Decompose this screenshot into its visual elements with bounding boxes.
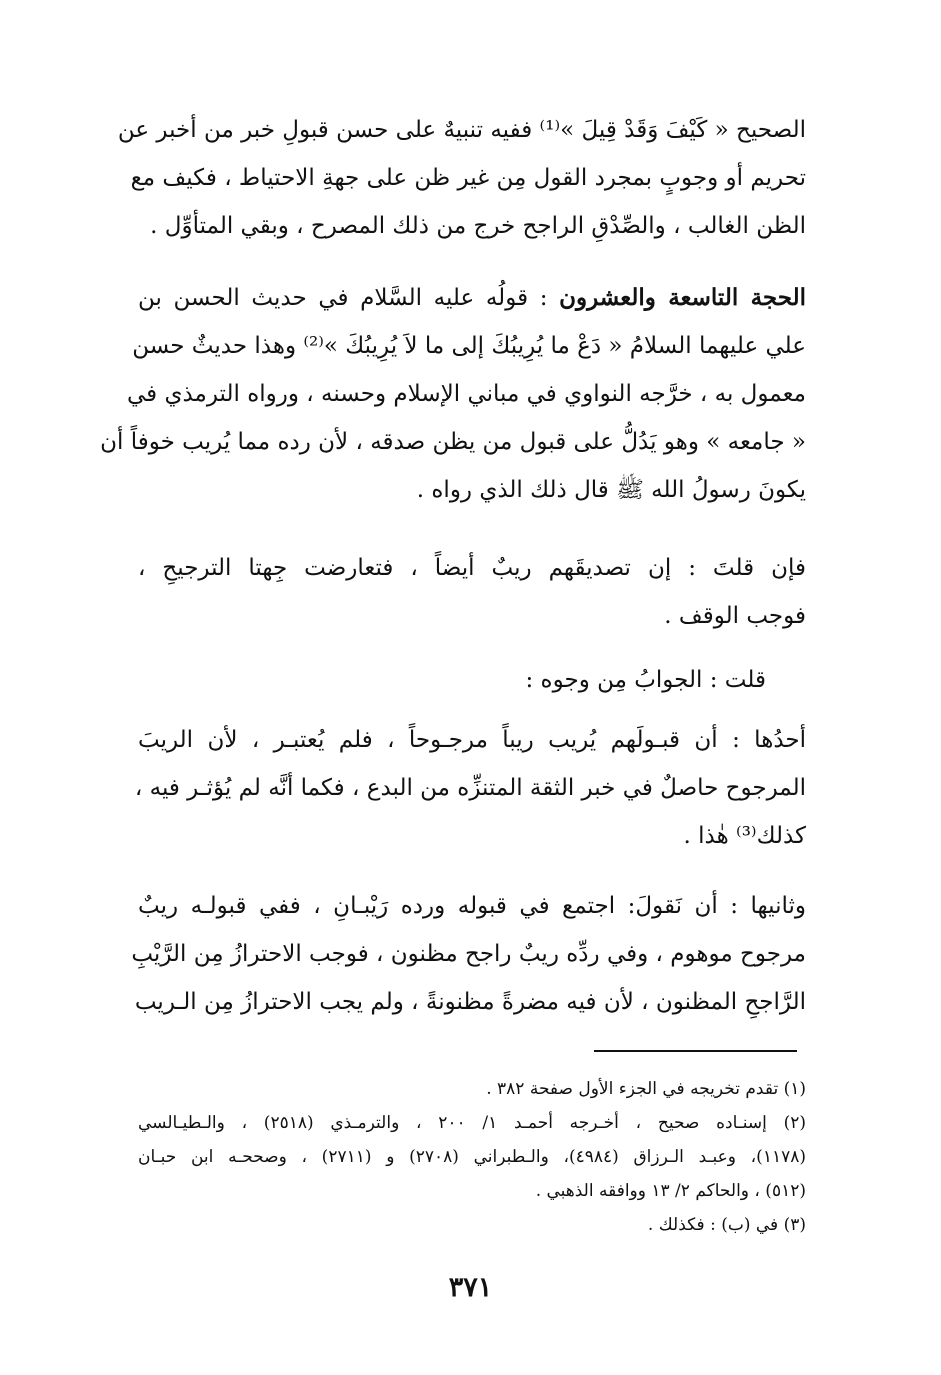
text-line: المرجوح حاصلٌ في خبر الثقة المتنزِّه من البدع ، فكما أنَّه لم يُؤثـر فيه ، (134, 775, 806, 801)
text-line-rest: : قولُه عليه السَّلام في حديث الحسن بن (138, 285, 560, 311)
footnote: (١١٧٨)، وعبـد الـرزاق (٤٩٨٤)، والـطبراني (٢٧٠٨) و (٢٧١١) ، وصححـه ابن حبـان (138, 1147, 806, 1167)
paragraph-4 (138, 656, 806, 704)
text-line: مرجوح موهوم ، وفي ردِّه ريبٌ راجح مظنون ، فوجب الاحترازُ مِن الرَّيْبِ (131, 941, 806, 967)
footnote: (٢) إسنـاده صحيح ، أخـرجه أحمـد ١/ ٢٠٠ ، والترمـذي (٢٥١٨) ، والـطيـالسي (138, 1113, 806, 1133)
paragraph-3 (138, 544, 806, 640)
text-line: معمول به ، خرَّجه النواوي في مباني الإسلام وحسنه ، ورواه الترمذي في (126, 381, 806, 407)
text-line: أحدُها : أن قبـولَهم يُريب ريباً مرجـوحاً ، فلم يُعتبـر ، لأن الريبَ (138, 727, 806, 753)
footnote: (٣) في (ب) : فكذلك . (647, 1215, 806, 1235)
page-number: ٣٧١ (448, 1272, 493, 1303)
paragraph-2 (100, 274, 806, 514)
footnote: (١) تقدم تخريجه في الجزء الأول صفحة ٣٨٢ . (486, 1079, 806, 1099)
footnote-divider (594, 1050, 797, 1052)
text-line: كذلك⁽³⁾ هٰذا . (683, 823, 806, 849)
paragraph-1 (117, 106, 806, 250)
footnotes (138, 1072, 806, 1242)
text-line: فوجب الوقف . (664, 603, 806, 629)
paragraph-5 (134, 716, 806, 860)
footnote: (٥١٢) ، والحاكم ٢/ ١٣ ووافقه الذهبي . (535, 1181, 806, 1201)
text-line: وثانيها : أن نَقولَ: اجتمع في قبوله ورده رَيْبـانِ ، ففي قبولـه ريبٌ (138, 893, 806, 919)
text-line (138, 274, 806, 322)
paragraph-6 (131, 882, 806, 1026)
text-line: يكونَ رسولُ الله ﷺ قال ذلك الذي رواه . (416, 477, 806, 503)
text-line: قلت : الجوابُ مِن وجوه : (525, 667, 766, 693)
text-line: الرَّاجحِ المظنون ، لأن فيه مضرةً مظنونةً ، ولم يجب الاحترازُ مِن الـريب (134, 989, 806, 1015)
section-heading: الحجة التاسعة والعشرون (559, 284, 806, 311)
text-line: تحريم أو وجوبٍ بمجرد القول مِن غير ظن على جهةِ الاحتياط ، فكيف مع (130, 165, 806, 191)
text-line: علي عليهما السلامُ « دَعْ ما يُرِيبُكَ إلى ما لاَ يُرِيبُكَ »⁽²⁾ وهذا حديثٌ حسن (132, 333, 806, 359)
text-line: « جامعه » وهو يَدُلُّ على قبول من يظن صدقه ، لأن رده مما يُريب خوفاً أن (100, 429, 806, 455)
text-line: الصحيح « كَيْفَ وَقَدْ قِيلَ »⁽¹⁾ ففيه تنبيهٌ على حسن قبولِ خبر من أخبر عن (117, 117, 806, 143)
text-line: الظن الغالب ، والصِّدْقِ الراجح خرج من ذلك المصرح ، وبقي المتأوِّل . (150, 213, 806, 239)
text-line: فإن قلتَ : إن تصديقَهم ريبٌ أيضاً ، فتعارضت جِهتا الترجيحِ ، (138, 555, 806, 581)
